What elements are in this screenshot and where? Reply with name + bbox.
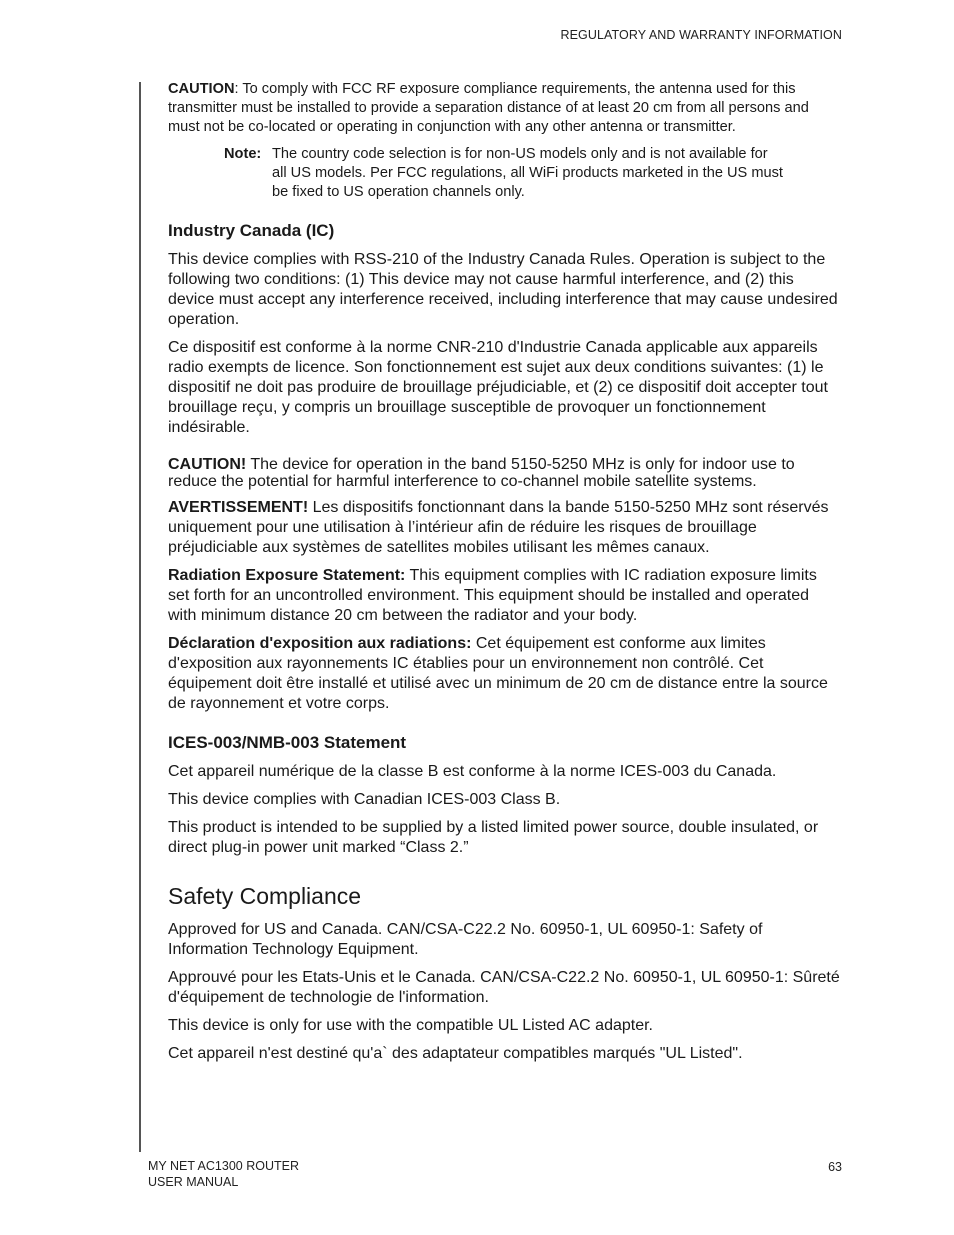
ices-para-1: Cet appareil numérique de la classe B est conforme à la norme ICES-003 du Canada. (168, 763, 777, 780)
ices-heading: ICES-003/NMB-003 Statement (168, 733, 407, 752)
ic-avertissement-text: Les dispositifs fonctionnant dans la bande 5150-5250 MHz sont réservés uniquement pour une utilisation à l’intérieur afin de réduire les risques de brouillage préjudiciable aux systèmes de satellites mobiles utilisant les mêmes canaux. (168, 499, 829, 556)
running-header: REGULATORY AND WARRANTY INFORMATION (560, 28, 842, 42)
ic-caution-text: The device for operation in the band 5150-5250 MHz is only for indoor use to reduce the potential for harmful interference to co-channel mobile satellite systems. (168, 456, 795, 490)
ic-para-en: This device complies with RSS-210 of the Industry Canada Rules. Operation is subject to the following two conditions: (1) This device may not cause harmful interference, and (2) this device must accept any interference received, including interference that may cause undesired operation. (168, 251, 838, 328)
radiation-text: This equipment complies with IC radiation exposure limits set forth for an uncontrolled environment. This equipment should be installed and operated with minimum distance 20 cm between the radiator and your body. (168, 567, 817, 624)
ic-heading: Industry Canada (IC) (168, 221, 335, 240)
safety-para-4: Cet appareil n'est destiné qu'a` des adaptateur compatibles marqués "UL Listed". (168, 1045, 743, 1062)
ic-caution-label: CAUTION! (168, 456, 247, 473)
ic-avertissement-label: AVERTISSEMENT! (168, 499, 309, 516)
radiation-statement (168, 566, 840, 626)
note-block (224, 145, 784, 202)
ices-para-3: This product is intended to be supplied by a listed limited power source, double insulated, or direct plug-in power unit marked “Class 2.” (168, 819, 819, 856)
declaration-statement (168, 634, 840, 714)
note-label: Note: (224, 146, 262, 162)
footer-product: MY NET AC1300 ROUTER (148, 1159, 299, 1173)
declaration-text: Cet équipement est conforme aux limites d'exposition aux rayonnements IC établies pour un environnement non contrôlé. Cet équipement doit être installé et utilisé avec un minimum de 20 cm de distance entre la source de rayonnement et votre corps. (168, 635, 828, 712)
safety-para-2: Approuvé pour les Etats-Unis et le Canada. CAN/CSA-C22.2 No. 60950-1, UL 60950-1: Sûreté d'équipement de technologie de l'information. (168, 969, 840, 1006)
spacer (168, 446, 840, 456)
ices-para-2: This device complies with Canadian ICES-003 Class B. (168, 791, 561, 808)
fcc-caution-text: : To comply with FCC RF exposure compliance requirements, the antenna used for this transmitter must be installed to provide a separation distance of at least 20 cm from all persons and must not be co-located or operating in conjunction with any other antenna or transmitter. (168, 81, 809, 135)
fcc-caution-label: CAUTION (168, 81, 235, 97)
ic-avertissement (168, 498, 840, 558)
ic-para-fr: Ce dispositif est conforme à la norme CNR-210 d'Industrie Canada applicable aux appareils radio exempts de licence. Son fonctionnement est sujet aux deux conditions suivantes: (1) le dispositif ne doit pas produire de brouillage préjudiciable, et (2) ce dispositif doit accepter tout brouillage reçu, y compris un brouillage susceptible de provoquer un fonctionnement indésirable. (168, 339, 828, 436)
footer-doc-type: USER MANUAL (148, 1175, 239, 1189)
safety-para-3: This device is only for use with the compatible UL Listed AC adapter. (168, 1017, 653, 1034)
page-content (168, 80, 840, 1072)
declaration-label: Déclaration d'exposition aux radiations: (168, 635, 472, 652)
page-number: 63 (828, 1160, 842, 1174)
safety-heading: Safety Compliance (168, 883, 362, 909)
fcc-caution (168, 80, 840, 137)
footer-doc-info (148, 1158, 299, 1190)
ic-caution (168, 456, 840, 490)
safety-para-1: Approved for US and Canada. CAN/CSA-C22.2 No. 60950-1, UL 60950-1: Safety of Information Technology Equipment. (168, 921, 763, 958)
radiation-label: Radiation Exposure Statement: (168, 567, 406, 584)
note-text: The country code selection is for non-US models only and is not available for all US models. Per FCC regulations, all WiFi products marketed in the US must be fixed to US operation channels only. (272, 146, 783, 200)
margin-rule (139, 82, 141, 1152)
